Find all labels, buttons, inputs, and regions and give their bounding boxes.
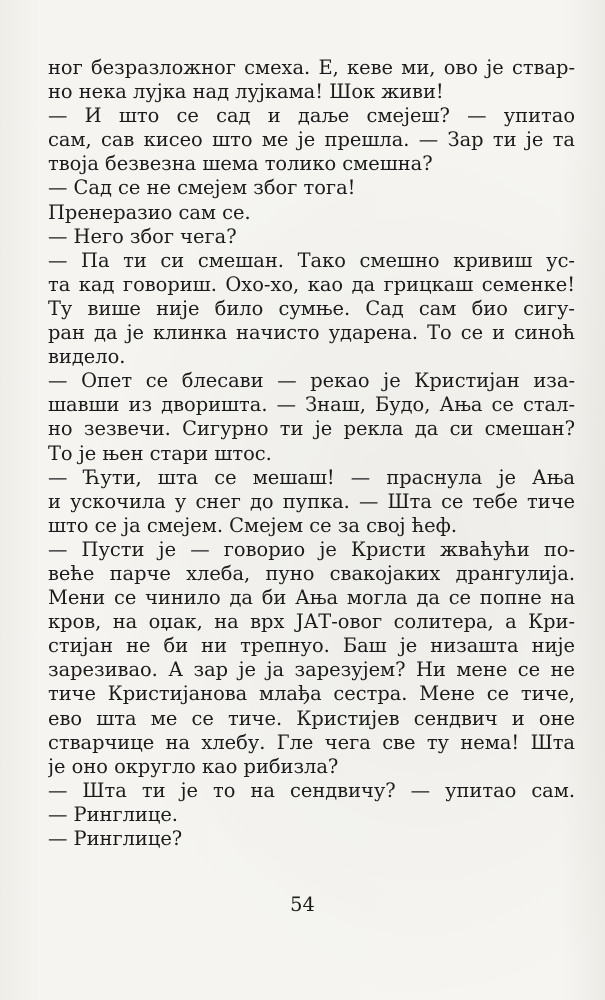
- text-line: тиче Кристијанова млађа сестра. Мене се тиче,: [48, 682, 575, 706]
- text-line: — Шта ти је то на сендвичу? — упитао сам.: [48, 778, 575, 802]
- text-line: ран да је клинка начисто ударена. То се и синоћ: [48, 321, 575, 345]
- text-line: — Ћути, шта се мешаш! — праснула је Ања: [48, 465, 575, 489]
- text-line: веће парче хлеба, пуно свакојаких дрангулија.: [48, 561, 575, 585]
- text-line: што се ја смејем. Смејем се за свој ћеф.: [48, 513, 458, 537]
- text-line: — Ринглице.: [48, 802, 178, 826]
- text-line: ево шта ме се тиче. Кристијев сендвич и оне: [48, 706, 575, 730]
- text-line: сам, сав кисео што ме је прешла. — Зар ти је та: [48, 128, 575, 152]
- text-line: зарезивао. А зар је ја зарезујем? Ни мене се не: [48, 658, 575, 682]
- text-line: — Ринглице?: [48, 827, 183, 850]
- text-line: ног безразложног смеха. Е, кеве ми, ово је ствар-: [48, 56, 575, 79]
- text-line: но нека лујка над лујкама! Шок живи!: [48, 80, 444, 104]
- text-line: — Па ти си смешан. Тако смешно кривиш ус-: [48, 248, 575, 272]
- page-number: 54: [290, 893, 315, 916]
- text-line: — Него због чега?: [48, 224, 237, 248]
- text-line: твоја безвезна шема толико смешна?: [48, 152, 433, 176]
- text-line: Мени се чинило да би Ања могла да се попне на: [48, 586, 575, 610]
- text-line: је оно округло као рибизла?: [48, 754, 339, 778]
- text-line: Ту више није било сумње. Сад сам био сигу-: [48, 296, 575, 320]
- text-line: та кад говориш. Охо-хо, као да грицкаш семенке!: [48, 272, 575, 296]
- text-line: кров, на оџак, на врх ЈАТ-овог солитера, а Кри-: [48, 610, 575, 634]
- text-line: стварчице на хлебу. Гле чега све ту нема! Шта: [48, 730, 575, 754]
- text-line: — Пусти је — говорио је Кристи жваћући по-: [48, 537, 575, 561]
- text-line: видело.: [48, 345, 126, 369]
- text-line: стијан не би ни трепнуо. Баш је низашта није: [48, 634, 575, 658]
- text-line: и ускочила у снег до пупка. — Шта се тебе тиче: [48, 489, 575, 513]
- text-line: То је њен стари штос.: [48, 441, 272, 465]
- text-line: — Опет се блесави — рекао је Кристијан иза-: [48, 369, 575, 393]
- body-text: [48, 56, 575, 851]
- text-line: Пренеразио сам се.: [48, 200, 251, 224]
- text-line: но зезвечи. Сигурно ти је рекла да си смешан?: [48, 417, 575, 441]
- text-line: — Сад се не смејем због тога!: [48, 176, 356, 200]
- text-line: — И што се сад и даље смејеш? — упитао: [48, 104, 575, 128]
- text-line: шавши из дворишта. — Знаш, Будо, Ања се стал-: [48, 393, 575, 417]
